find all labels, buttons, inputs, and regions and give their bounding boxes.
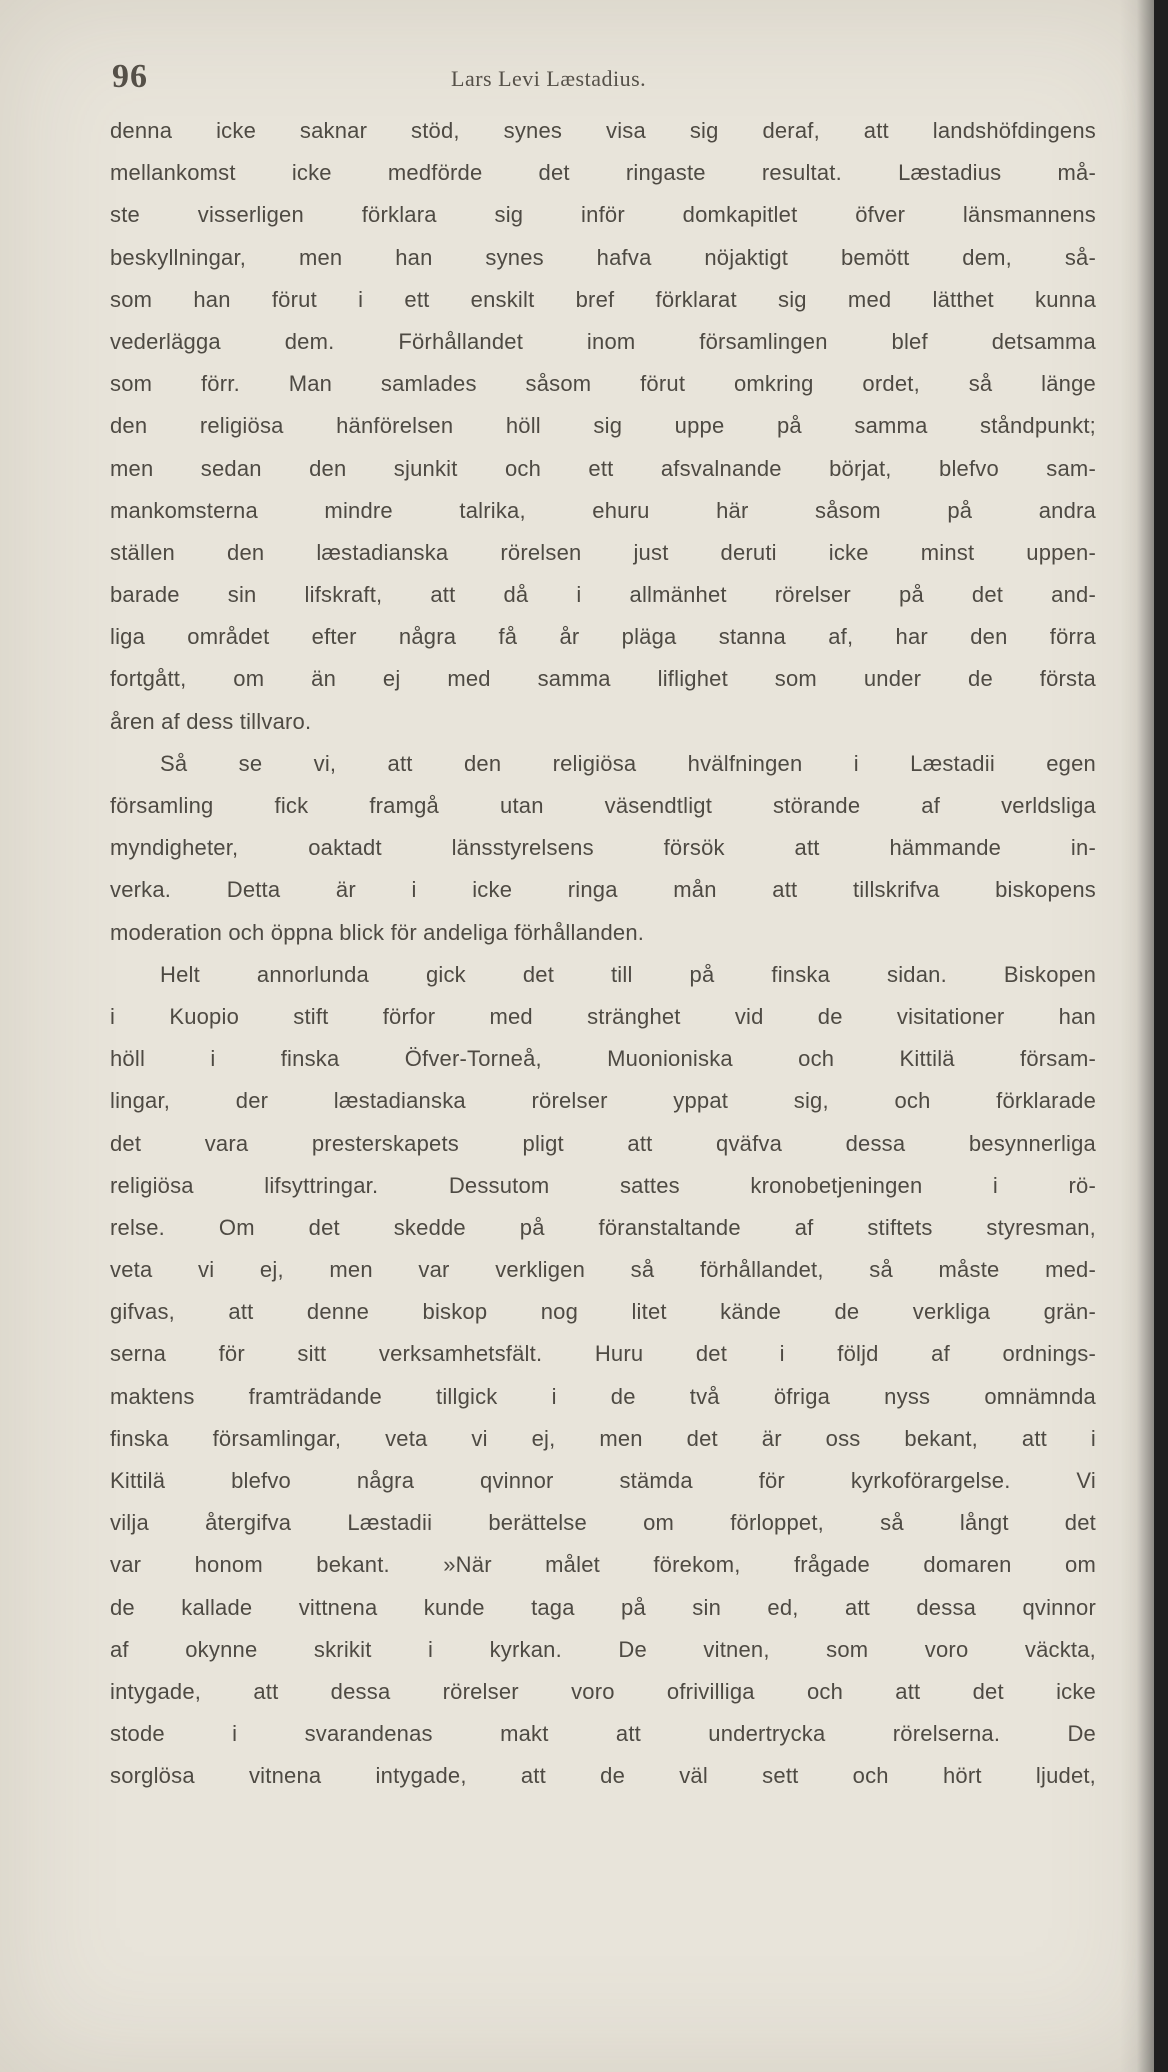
text-line: lingar, der læstadianska rörelser yppat sig, och förklarade bbox=[110, 1088, 1096, 1114]
text-line: åren af dess tillvaro. bbox=[110, 708, 312, 734]
text-line: höll i finska Öfver-Torneå, Muonioniska och Kittilä försam- bbox=[110, 1046, 1096, 1072]
text-line: beskyllningar, men han synes hafva nöjaktigt bemött dem, så- bbox=[110, 244, 1096, 270]
text-line: Helt annorlunda gick det till på finska sidan. Biskopen bbox=[160, 961, 1096, 987]
text-line: fortgått, om än ej med samma liflighet som under de första bbox=[110, 666, 1096, 692]
page-header bbox=[112, 58, 992, 98]
text-line: stode i svarandenas makt att undertrycka rörelserna. De bbox=[110, 1721, 1096, 1747]
scan-edge-strip bbox=[1154, 0, 1168, 2072]
text-line: liga området efter några få år pläga stanna af, har den förra bbox=[110, 624, 1096, 650]
text-line: sorglösa vitnena intygade, att de väl sett och hört ljudet, bbox=[110, 1763, 1096, 1789]
text-line: ste visserligen förklara sig inför domkapitlet öfver länsmannens bbox=[110, 202, 1096, 228]
text-line: i Kuopio stift förfor med stränghet vid de visitationer han bbox=[110, 1003, 1096, 1029]
page-number: 96 bbox=[112, 58, 148, 95]
text-line: af okynne skrikit i kyrkan. De vitnen, som voro väckta, bbox=[110, 1636, 1096, 1662]
text-line: Så se vi, att den religiösa hvälfningen i Læstadii egen bbox=[160, 750, 1096, 776]
text-line: det vara presterskapets pligt att qväfva dessa besynnerliga bbox=[110, 1130, 1096, 1156]
text-line: veta vi ej, men var verkligen så förhållandet, så måste med- bbox=[110, 1257, 1096, 1283]
text-line: gifvas, att denne biskop nog litet kände de verkliga grän- bbox=[110, 1299, 1096, 1325]
body-text bbox=[110, 110, 1096, 1798]
text-line: finska församlingar, veta vi ej, men det är oss bekant, att i bbox=[110, 1425, 1096, 1451]
text-line: vederlägga dem. Förhållandet inom församlingen blef detsamma bbox=[110, 328, 1096, 354]
text-line: verka. Detta är i icke ringa mån att tillskrifva biskopens bbox=[110, 877, 1096, 903]
text-line: mankomsterna mindre talrika, ehuru här såsom på andra bbox=[110, 497, 1096, 523]
text-line: som förr. Man samlades såsom förut omkring ordet, så länge bbox=[110, 371, 1096, 397]
text-line: den religiösa hänförelsen höll sig uppe på samma ståndpunkt; bbox=[110, 413, 1096, 439]
text-line: var honom bekant. »När målet förekom, frågade domaren om bbox=[110, 1552, 1096, 1578]
text-line: men sedan den sjunkit och ett afsvalnande börjat, blefvo sam- bbox=[110, 455, 1096, 481]
text-line: serna för sitt verksamhetsfält. Huru det i följd af ordnings- bbox=[110, 1341, 1096, 1367]
text-line: intygade, att dessa rörelser voro ofrivilliga och att det icke bbox=[110, 1678, 1096, 1704]
text-line: församling fick framgå utan väsendtligt störande af verldsliga bbox=[110, 793, 1096, 818]
text-line: denna icke saknar stöd, synes visa sig deraf, att landshöfdingens bbox=[110, 118, 1096, 143]
running-head: Lars Levi Læstadius. bbox=[451, 66, 647, 91]
text-line: barade sin lifskraft, att då i allmänhet rörelser på det and- bbox=[110, 582, 1096, 608]
text-line: myndigheter, oaktadt länsstyrelsens försök att hämmande in- bbox=[110, 835, 1096, 861]
text-line: moderation och öppna blick för andeliga förhållanden. bbox=[110, 919, 645, 945]
text-line: vilja återgifva Læstadii berättelse om förloppet, så långt det bbox=[110, 1510, 1096, 1536]
text-line: Kittilä blefvo några qvinnor stämda för kyrkoförargelse. Vi bbox=[110, 1468, 1096, 1493]
text-line: de kallade vittnena kunde taga på sin ed, att dessa qvinnor bbox=[110, 1594, 1096, 1620]
text-line: maktens framträdande tillgick i de två öfriga nyss omnämnda bbox=[110, 1383, 1096, 1409]
text-line: ställen den læstadianska rörelsen just deruti icke minst uppen- bbox=[110, 539, 1096, 565]
text-line: mellankomst icke medförde det ringaste resultat. Læstadius må- bbox=[110, 160, 1096, 186]
text-line: religiösa lifsyttringar. Dessutom sattes kronobetjeningen i rö- bbox=[110, 1172, 1096, 1198]
text-line: som han förut i ett enskilt bref förklarat sig med lätthet kunna bbox=[110, 286, 1096, 312]
text-line: relse. Om det skedde på föranstaltande af stiftets styresman, bbox=[110, 1214, 1096, 1240]
